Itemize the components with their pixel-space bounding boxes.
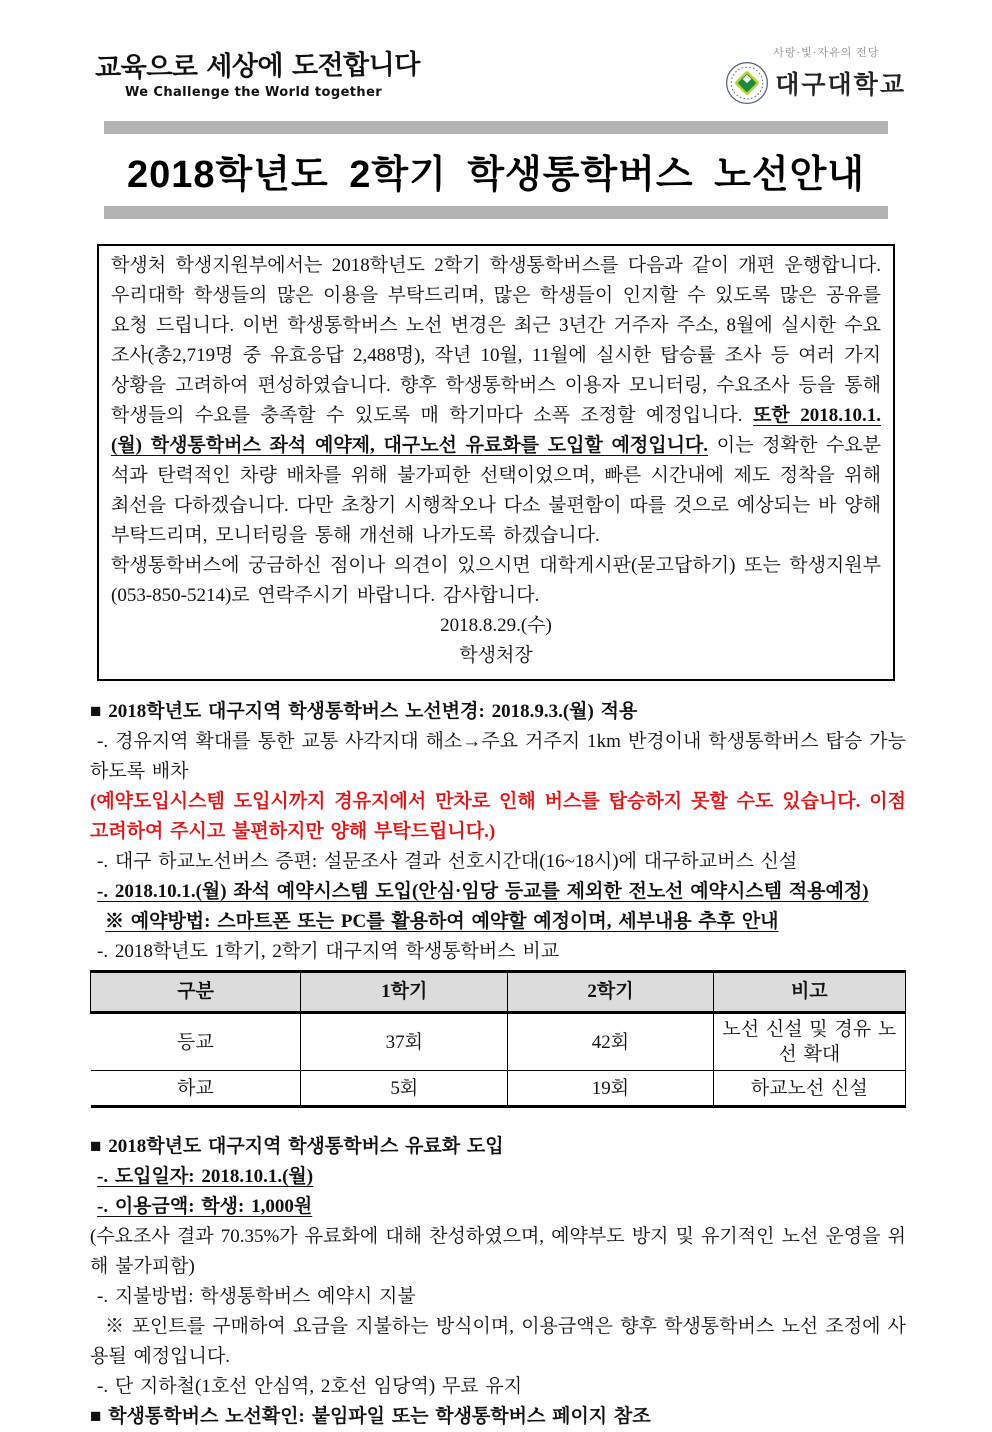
notice-p1-text-a: 학생처 학생지원부에서는 2018학년도 2학기 학생통학버스를 다음과 같이 개편 운행합니다. 우리대학 학생들의 많은 이용을 부탁드리며, 많은 학생들이 인지할 수 있도록 많은 공유를 요청 드립니다. 이번 학생통학버스 노선 변경은 최근 3년간 거주자 주소, 8월에 실시한 수요조사(총2,719명 중 유효응답 2,488명), 작년 10월, 11월에 실시한 탑승률 조사 등 여러 가지 상황을 고려하여 편성하였습니다. 향후 학생통학버스 이용자 모니터링, 수요조사 등을 통해 학생들의 수요를 충족할 수 있도록 매 학기마다 소폭 조정할 예정입니다. (111, 255, 881, 426)
route-change-item-howto: ※ 예약방법: 스마트폰 또는 PC를 활용하여 예약할 예정이며, 세부내용 추후 안내 (105, 911, 779, 932)
table-header-semester1: 1학기 (301, 972, 508, 1013)
paid-service-survey-note: (수요조사 결과 70.35%가 유료화에 대해 찬성하였으며, 예약부도 방지 및 유기적인 노선 운영을 위해 불가피함) (90, 1226, 906, 1277)
paid-service-start-date: -. 도입일자: 2018.10.1.(월) (97, 1166, 314, 1187)
paid-service-fee: -. 이용금액: 학생: 1,000원 (97, 1196, 313, 1217)
section-route-change (90, 697, 906, 1108)
table-cell-sem1: 37회 (301, 1013, 508, 1071)
slogan-korean: 교육으로 세상에 도전합니다 (94, 49, 420, 84)
notice-paragraph-1 (111, 251, 881, 551)
title-top-bar (104, 121, 888, 134)
university-emblem-icon (725, 61, 769, 105)
route-change-item-reservation: -. 2018.10.1.(월) 좌석 예약시스템 도입(안심·임당 등교를 제외한 전노선 예약시스템 적용예정) (97, 881, 869, 902)
table-cell-category: 하교 (91, 1071, 301, 1107)
table-header-row (91, 972, 906, 1013)
university-logo-row (725, 61, 906, 105)
route-change-item-coverage: -. 경유지역 확대를 통한 교통 사각지대 해소→주요 거주지 1km 반경이내 학생통학버스 탑승 가능하도록 배차 (90, 731, 906, 782)
university-slogan (95, 44, 420, 100)
route-change-warning: (예약도입시스템 도입시까지 경유지에서 만차로 인해 버스를 탑승하지 못할 수도 있습니다. 이점 고려하여 주시고 불편하지만 양해 부탁드립니다.) (90, 791, 906, 842)
slogan-english: We Challenge the World together (125, 85, 383, 100)
notice-date: 2018.8.29.(수) (440, 615, 552, 636)
table-row (91, 1071, 906, 1107)
table-row (91, 1013, 906, 1071)
route-check-heading: ■ 학생통학버스 노선확인: 붙임파일 또는 학생통학버스 페이지 참조 (90, 1406, 651, 1427)
table-cell-note: 하교노선 신설 (713, 1071, 905, 1107)
table-cell-sem2: 42회 (508, 1013, 713, 1071)
paid-service-heading: ■ 2018학년도 대구지역 학생통학버스 유료화 도입 (90, 1136, 504, 1157)
paid-service-subway-free: -. 단 지하철(1호선 안심역, 2호선 임당역) 무료 유지 (97, 1376, 523, 1397)
table-cell-sem1: 5회 (301, 1071, 508, 1107)
table-cell-note: 노선 신설 및 경유 노선 확대 (713, 1013, 905, 1071)
route-change-heading: ■ 2018학년도 대구지역 학생통학버스 노선변경: 2018.9.3.(월) 적용 (90, 701, 638, 722)
notice-paragraph-2: 학생통학버스에 궁금하신 점이나 의견이 있으시면 대학게시판(묻고답하기) 또는 학생지원부(053-850-5214)로 연락주시기 바랍니다. 감사합니다. (111, 555, 881, 606)
university-motto: 사랑·빛·자유의 전당 (773, 47, 880, 59)
table-cell-category: 등교 (91, 1013, 301, 1071)
title-bottom-bar (104, 206, 888, 219)
paid-service-payment-method: -. 지불방법: 학생통학버스 예약시 지불 (97, 1286, 416, 1307)
route-change-item-extra-bus: -. 대구 하교노선버스 증편: 설문조사 결과 선호시간대(16~18시)에 대구하교버스 신설 (97, 851, 798, 872)
university-brand (725, 44, 906, 105)
page-header (0, 0, 992, 105)
document-title: 2018학년도 2학기 학생통학버스 노선안내 (127, 154, 865, 196)
table-header-semester2: 2학기 (508, 972, 713, 1013)
title-banner (104, 121, 888, 219)
route-change-item-comparison: -. 2018학년도 1학기, 2학기 대구지역 학생통학버스 비교 (97, 941, 560, 962)
table-header-note: 비고 (713, 972, 905, 1013)
section-paid-service (90, 1132, 906, 1432)
university-name: 대구대학교 (775, 71, 906, 99)
table-cell-sem2: 19회 (508, 1071, 713, 1107)
semester-comparison-table (90, 970, 906, 1108)
notice-box (97, 244, 895, 681)
notice-p1-text-b: 이는 정확한 수요분석과 탄력적인 차량 배차를 위해 불가피한 선택이었으며, 빠른 시간내에 제도 정착을 위해 최선을 다하겠습니다. 다만 초창기 시행착오나 다소 불편함이 따를 것으로 예상되는 바 양해 부탁드리며, 모니터링을 통해 개선해 나가도록 하겠습니다. (111, 435, 881, 546)
notice-signature: 학생처장 (459, 645, 533, 666)
paid-service-points-note: ※ 포인트를 구매하여 요금을 지불하는 방식이며, 이용금액은 향후 학생통학버스 노선 조정에 사용될 예정입니다. (90, 1316, 906, 1367)
notice-p1-emphasis: 또한 2018.10.1.(월) 학생통학버스 좌석 예약제, 대구노선 유료화를 도입할 예정입니다. (111, 405, 881, 456)
table-header-category: 구분 (91, 972, 301, 1013)
